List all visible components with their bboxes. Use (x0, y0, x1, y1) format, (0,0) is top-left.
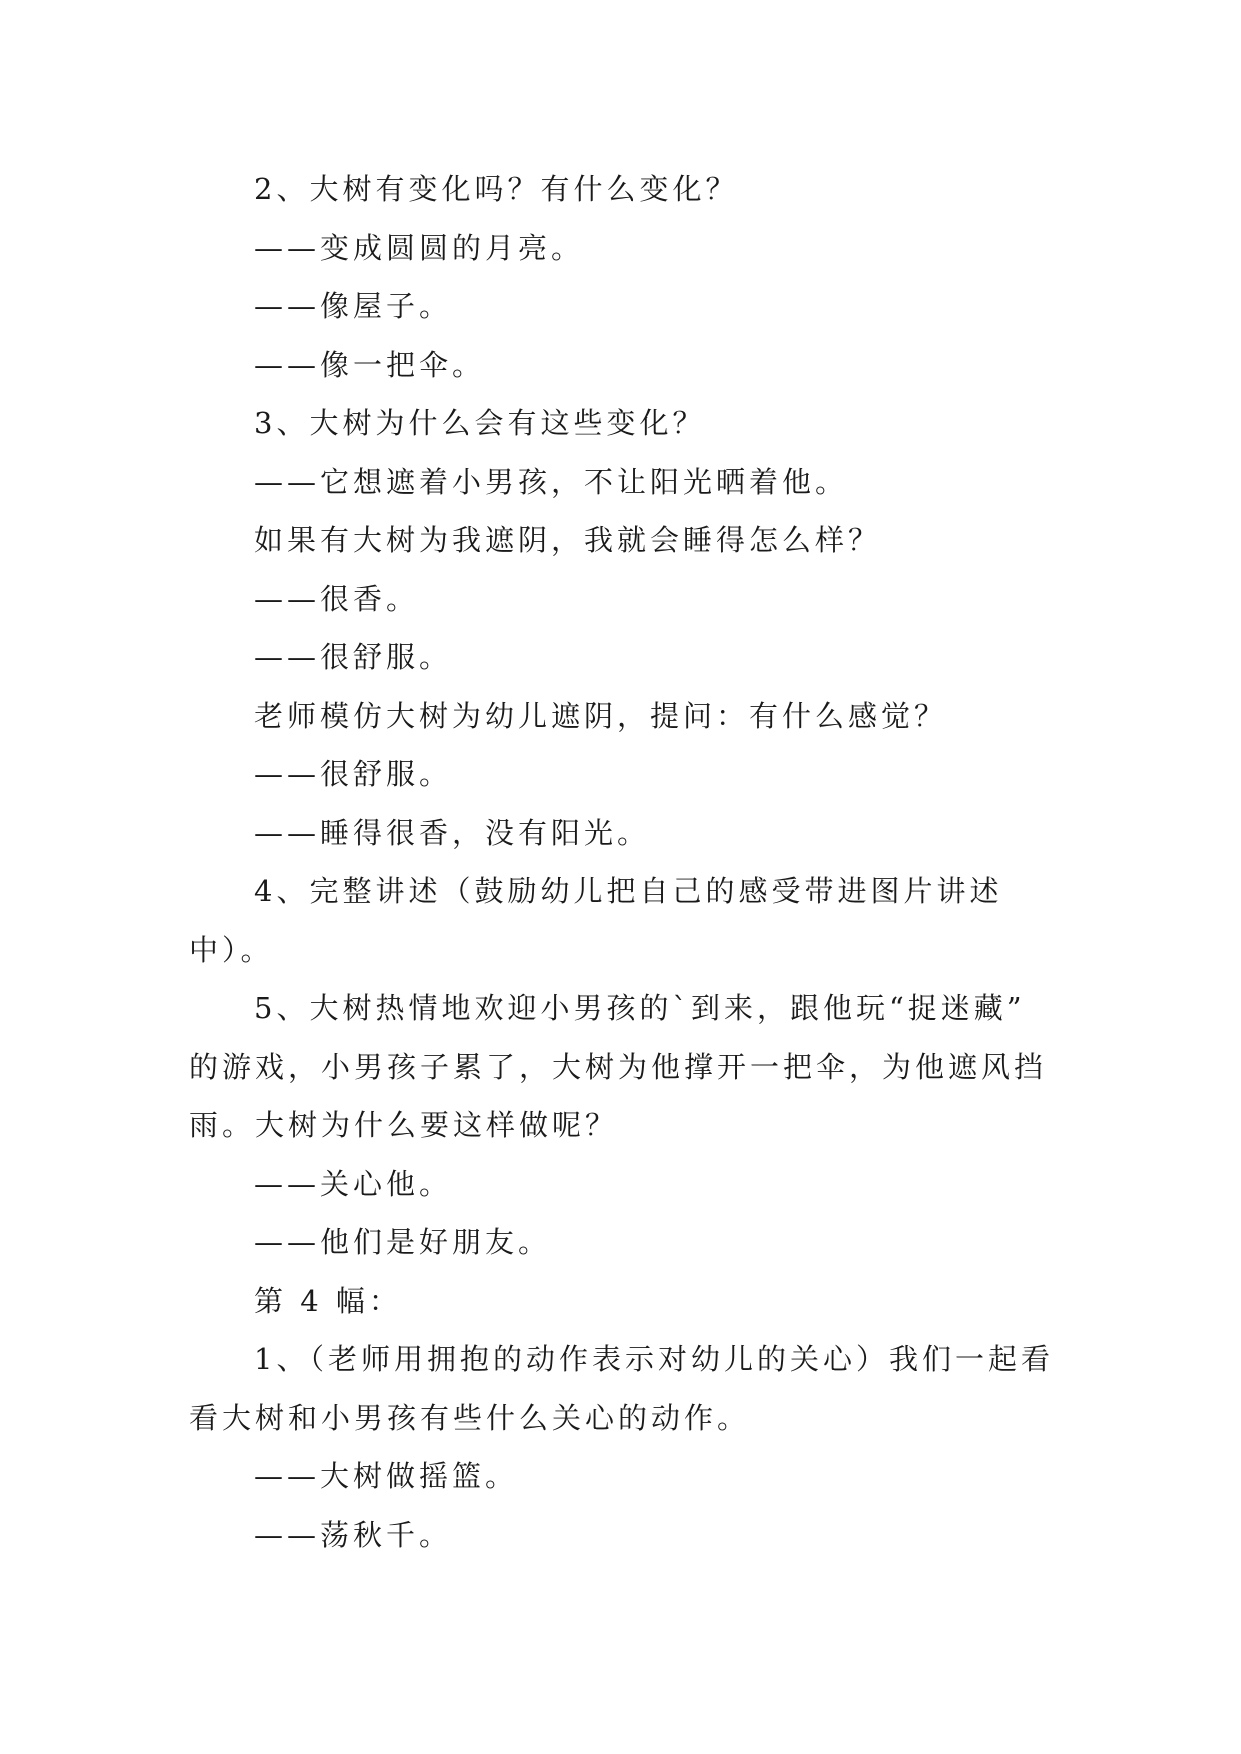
answer-line: ——很舒服。 (254, 757, 453, 791)
document-body (189, 160, 1055, 1564)
answer-line: ——荡秋千。 (254, 1517, 453, 1552)
question-2: 2、大树有变化吗？有什么变化？ (254, 172, 739, 206)
question-5-continued: 的游戏，小男孩子累了，大树为他撑开一把伞，为他遮风挡 (189, 1049, 1048, 1084)
answer-line: ——很舒服。 (254, 640, 453, 674)
question-1-continued: 看大树和小男孩有些什么关心的动作。 (189, 1400, 751, 1435)
question-line: 老师模仿大树为幼儿遮阴，提问：有什么感觉？ (254, 698, 948, 733)
question-5: 5、大树热情地欢迎小男孩的`到来，跟他玩“捉迷藏” (254, 991, 1026, 1025)
answer-line: ——大树做摇篮。 (254, 1459, 519, 1493)
question-line: 如果有大树为我遮阴，我就会睡得怎么样？ (254, 523, 882, 557)
answer-line: ——他们是好朋友。 (254, 1225, 552, 1259)
question-4: 4、完整讲述（鼓励幼儿把自己的感受带进图片讲述 (254, 874, 1003, 908)
section-heading: 第 4 幅： (254, 1283, 402, 1318)
question-5-continued: 雨。大树为什么要这样做呢？ (189, 1108, 619, 1142)
answer-line: ——睡得很香，没有阳光。 (254, 815, 651, 850)
question-1: 1、（老师用拥抱的动作表示对幼儿的关心）我们一起看 (254, 1342, 1054, 1376)
answer-line: ——像屋子。 (254, 289, 453, 323)
question-4-continued: 中）。 (189, 932, 274, 967)
answer-line: ——像一把伞。 (254, 347, 486, 382)
answer-line: ——它想遮着小男孩，不让阳光晒着他。 (254, 464, 849, 499)
answer-line: ——关心他。 (254, 1166, 453, 1201)
answer-line: ——很香。 (254, 581, 420, 616)
answer-line: ——变成圆圆的月亮。 (254, 230, 585, 265)
question-3: 3、大树为什么会有这些变化？ (254, 406, 706, 440)
